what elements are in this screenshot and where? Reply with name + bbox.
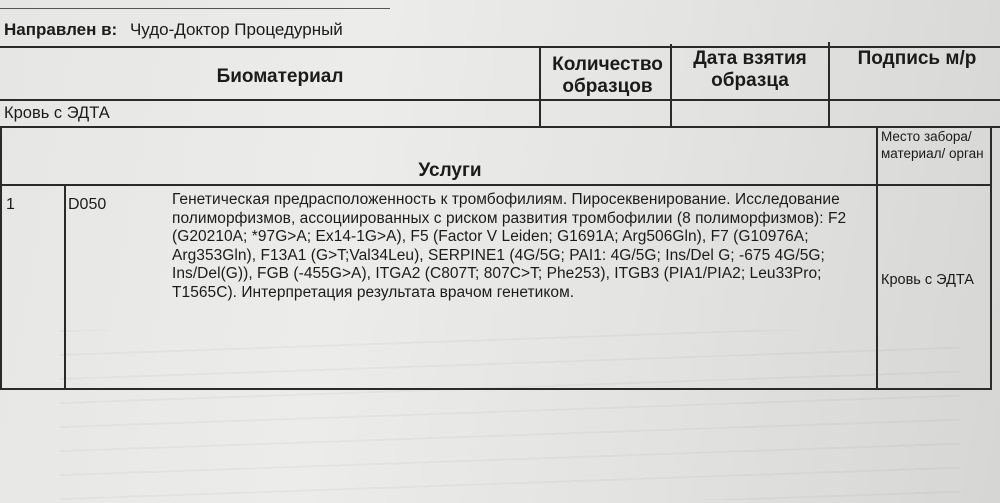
referral-label: Направлен в:	[4, 20, 118, 39]
description-line: T1565C). Интерпретация результата врачом генетиком.	[172, 283, 575, 301]
header-sample-date: Дата взятия образца	[693, 48, 807, 91]
header-collection-place: Место забора/ материал/ орган	[881, 129, 984, 161]
collection-place-value: Кровь с ЭДТА	[881, 272, 974, 288]
description-line: Генетическая предрасположенность к тромбофилиям. Пиросеквенирование. Исследование	[172, 191, 840, 208]
referral-value: Чудо-Доктор Процедурный	[129, 20, 343, 39]
row-number: 1	[6, 196, 15, 213]
biomaterial-value: Кровь с ЭДТА	[4, 104, 110, 122]
header-services: Услуги	[418, 160, 482, 181]
show-through-texture	[60, 330, 960, 500]
header-biomaterial: Биоматериал	[216, 66, 344, 87]
description-line: Ins/Del(G)), FGB (-455G>A), ITGA2 (C807T; 807C>T; Phe253), ITGB3 (PIA1/PIA2; Leu33Pro;	[172, 265, 822, 283]
description-line: Arg353Gln), F13A1 (G>T;Val34Leu), SERPINE1 (4G/5G; PAI1: 4G/5G; Ins/Del G; -675 4G/5G;	[172, 246, 825, 264]
header-sample-count: Количество образцов	[552, 54, 663, 97]
header-nurse-signature: Подпись м/р	[857, 48, 977, 69]
description-line: (G20210A; *97G>A; Ex14-1G>A), F5 (Factor V Leiden; G1691A; Arg506Gln), F7 (G10976A;	[172, 228, 809, 246]
service-code: D050	[68, 196, 107, 213]
description-line: полиморфизмов, ассоциированных с риском развития тромбофилии (8 полиморфизмов): F2	[172, 209, 847, 227]
service-description	[172, 191, 872, 303]
